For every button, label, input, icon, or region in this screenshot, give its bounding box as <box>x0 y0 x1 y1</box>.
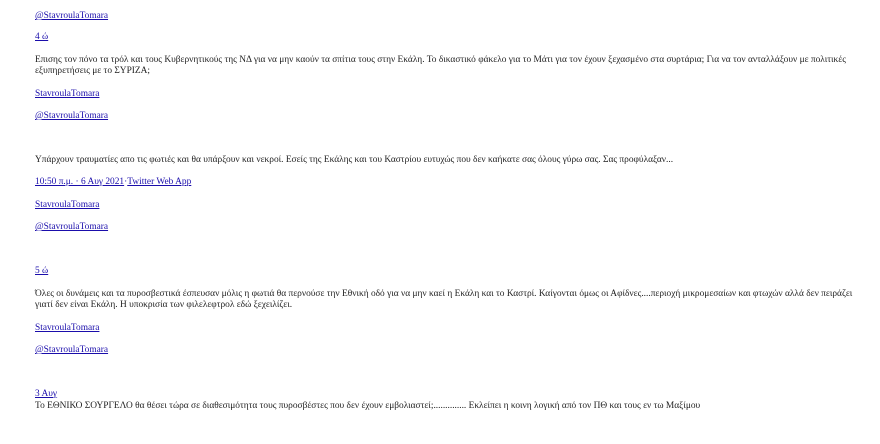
tweet-time-link[interactable]: 5 ώ <box>35 266 49 276</box>
tweet-text: Το ΕΘΝΙΚΟ ΣΟΥΡΓΕΛΟ θα θέσει τώρα σε διαθεσιμότητα τους πυροσβέστες που δεν έχουν εμβολιαστεί;.............. Εκλείπει η κοινη λογική από τον ΠΘ και τους εν τω Μαξίμου <box>35 401 701 411</box>
tweet-time-link[interactable]: 4 ώ <box>35 32 49 42</box>
tweet-source-link[interactable]: Twitter Web App <box>127 177 192 187</box>
user-name-link[interactable]: StavroulaTomara <box>35 200 100 210</box>
tweet-text: Υπάρχουν τραυματίες απο τις φωτιές και θα υπάρξουν και νεκροί. Εσείς της Εκάλης και του Καστρίου ευτυχώς που δεν καήκατε σας όλους γύρω σας. Σας προφύλαξαν... <box>35 155 674 165</box>
user-handle-link[interactable]: @StavroulaTomara <box>35 345 109 355</box>
user-name-link[interactable]: StavroulaTomara <box>35 323 100 333</box>
tweet-meta <box>35 177 191 188</box>
tweet-time-link[interactable]: 3 Αυγ <box>35 389 58 399</box>
tweet-text: Όλες οι δυνάμεις και τα πυροσβεστικά έσπευσαν μόλις η φωτιά θα περνούσε την Εθνική οδό για να μην καεί η Εκάλη και το Καστρί. Καίγονται όμως οι Αφίδνες....περιοχή μικρομεσαίων και φτωχών αλλά δεν πειράζει γιατί δεν είναι Εκάλη. Η υποκρισία των φιλελεφτρολ εδώ ξεχειλίζει. <box>35 289 853 310</box>
user-name-link[interactable]: StavroulaTomara <box>35 89 100 99</box>
tweet-text: Επισης τον πόνο τα τρόλ και τους Κυβερνητικούς της ΝΔ για να μην καούν τα σπίτια τους στην Εκάλη. Το δικαστικό φάκελο για το Μάτι για τον έχουν ξεχασμένο στα συρτάρια; Για να τον ανταλλάξουν με πολιτικές εξυπηρετήσεις με το ΣΥΡΙΖΑ; <box>35 55 846 76</box>
user-handle-link[interactable]: @StavroulaTomara <box>35 111 109 121</box>
user-handle-link[interactable]: @StavroulaTomara <box>35 222 109 232</box>
tweet-timestamp-link[interactable]: 10:50 π.μ. · 6 Αυγ 2021 <box>35 177 125 187</box>
user-handle-link[interactable]: @StavroulaTomara <box>35 11 109 21</box>
meta-separator: · <box>124 177 128 187</box>
